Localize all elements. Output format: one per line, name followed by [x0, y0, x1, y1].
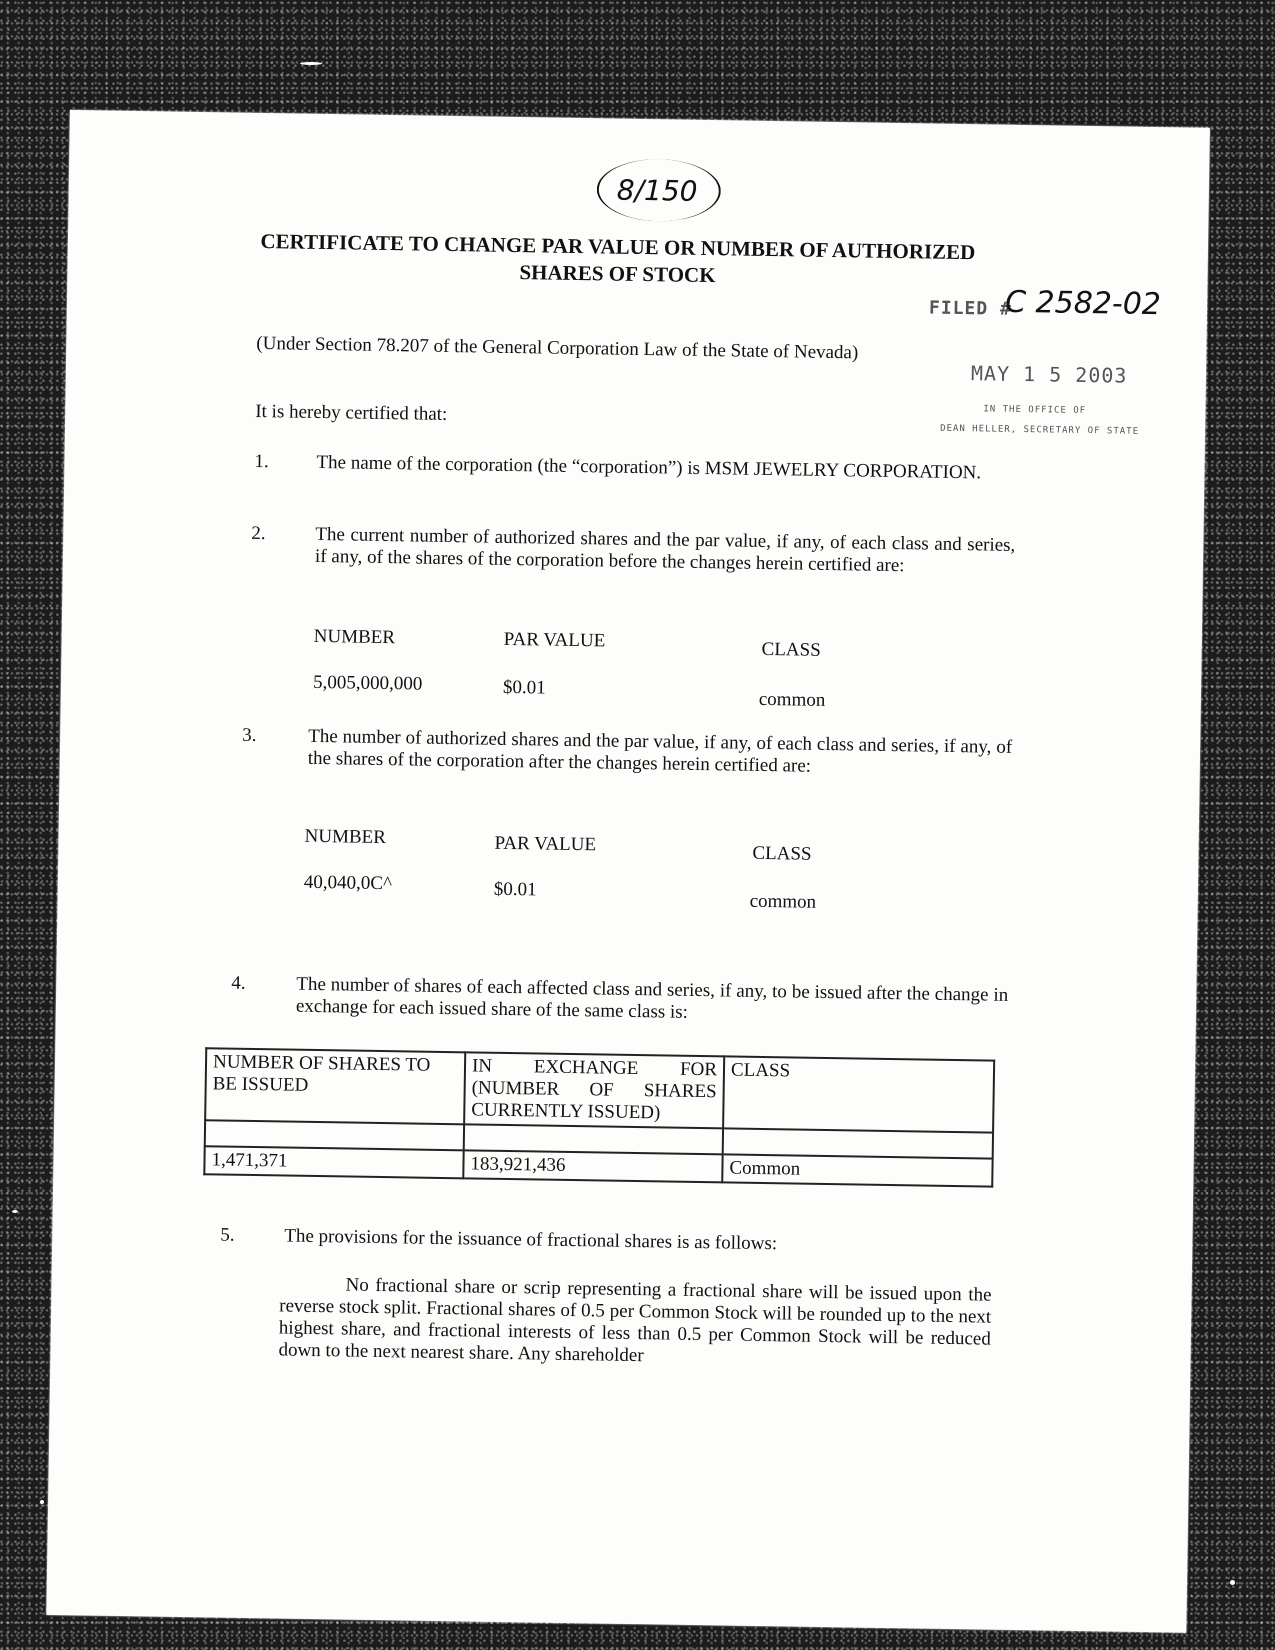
table-spacer-cell [205, 1120, 464, 1150]
handwritten-filing-number: C 2582-02 [1004, 284, 1162, 323]
item-3-value-number: 40,040,0C^ [303, 871, 393, 895]
title-line-1: CERTIFICATE TO CHANGE PAR VALUE OR NUMBER OF AUTHORIZED [260, 229, 976, 265]
document-title [217, 227, 1018, 294]
item-2-number: 2. [251, 522, 266, 545]
item-3-text: The number of authorized shares and the par value, if any, of each class and series, if any, of the shares of the corporation after the changes herein certified are: [307, 725, 1013, 777]
item-2-value-class: common [758, 688, 826, 711]
table-header-row [205, 1048, 994, 1132]
table-cell-shares-issued: 1,471,371 [204, 1146, 463, 1178]
item-5-paragraph: No fractional share or scrip representing a fractional share will be issued upon the reverse stock split. Fractional shares of 0.5 per Common Stock will be rounded up to the next highest share, and fractional interests of less than 0.5 per Common Stock will be reduced down to the next nearest share. Any shareholder [278, 1274, 992, 1367]
item-3-header-number: NUMBER [304, 825, 387, 849]
item-2-header-par-value: PAR VALUE [503, 628, 606, 652]
stamp-secretary-line: DEAN HELLER, SECRETARY OF STATE [940, 423, 1140, 437]
item-2-header-number: NUMBER [313, 625, 396, 649]
item-1-text: The name of the corporation (the “corporation”) is MSM JEWELRY CORPORATION. [316, 451, 982, 484]
document-page [46, 110, 1209, 1633]
item-5-text: The provisions for the issuance of fractional shares is as follows: [284, 1225, 778, 1255]
item-3-header-par-value: PAR VALUE [494, 832, 597, 856]
item-3-value-par-value: $0.01 [493, 878, 537, 901]
title-line-2: SHARES OF STOCK [519, 260, 716, 288]
table-spacer-cell [464, 1124, 723, 1154]
item-4-text: The number of shares of each affected class and series, if any, to be issued after the change in exchange for each issued share of the same class is: [295, 973, 1009, 1023]
filed-stamp-label: FILED # [928, 297, 1013, 320]
item-4-number: 4. [231, 972, 246, 994]
stamp-office-line: IN THE OFFICE OF [983, 404, 1087, 416]
intro-text: It is hereby certified that: [255, 400, 448, 425]
item-2-header-class: CLASS [761, 638, 821, 661]
table-cell-in-exchange: 183,921,436 [463, 1150, 722, 1182]
item-3-value-class: common [749, 890, 817, 913]
item-1-number: 1. [254, 450, 269, 473]
item-2-value-par-value: $0.01 [502, 676, 546, 699]
handwritten-page-count: 8/150 [616, 173, 698, 208]
share-exchange-table [203, 1047, 995, 1187]
item-2-value-number: 5,005,000,000 [312, 671, 423, 695]
table-cell-class: Common [722, 1154, 992, 1186]
statute-reference: (Under Section 78.207 of the General Corporation Law of the State of Nevada) [256, 332, 859, 364]
item-5-number: 5. [220, 1224, 235, 1246]
item-3-number: 3. [242, 724, 257, 747]
item-2-text: The current number of authorized shares and the par value, if any, of each class and series, if any, of the shares of the corporation before the changes herein certified are: [314, 523, 1016, 577]
table-header-class: CLASS [723, 1056, 994, 1132]
table-header-in-exchange: IN EXCHANGE FOR (NUMBER OF SHARES CURRENTLY ISSUED) [464, 1052, 724, 1128]
filed-date-stamp: MAY 1 5 2003 [970, 361, 1128, 388]
item-3-header-class: CLASS [752, 842, 812, 865]
table-header-shares-issued: NUMBER OF SHARES TO BE ISSUED [205, 1048, 465, 1124]
